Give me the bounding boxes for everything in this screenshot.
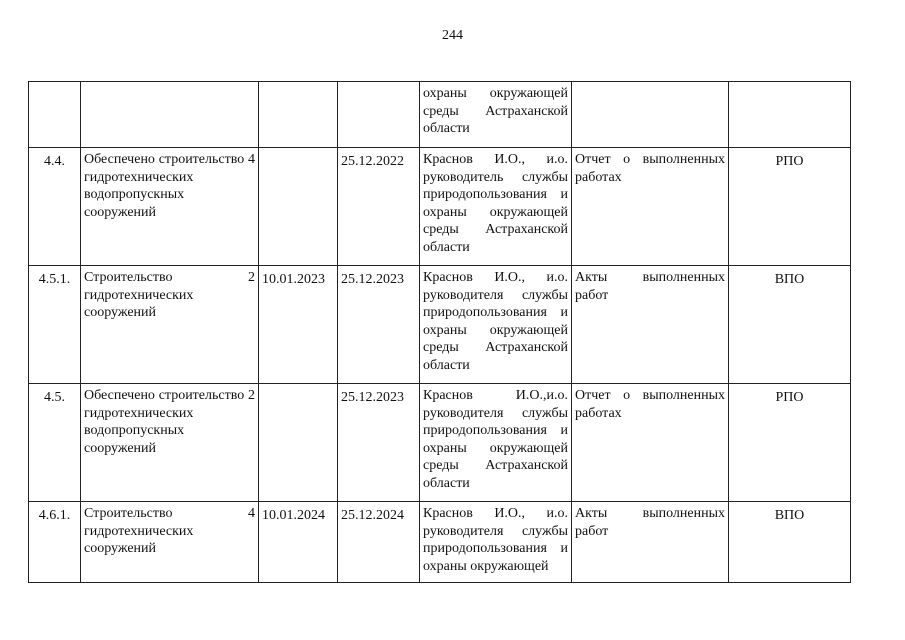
row-end-date: 25.12.2023 — [338, 384, 420, 502]
row-number: 4.5.1. — [29, 266, 81, 384]
row-result: Акты выполненных работ — [572, 502, 729, 583]
row-result — [572, 82, 729, 148]
row-description: Обеспечено строительство 2 гидротехнических водопропускных сооружений — [81, 384, 259, 502]
plan-table — [28, 81, 851, 583]
row-result: Акты выполненных работ — [572, 266, 729, 384]
row-end-date: 25.12.2022 — [338, 148, 420, 266]
row-end-date: 25.12.2024 — [338, 502, 420, 583]
row-start-date: 10.01.2024 — [259, 502, 338, 583]
row-number: 4.4. — [29, 148, 81, 266]
row-description: Строительство 4 гидротехнических сооружений — [81, 502, 259, 583]
row-responsible: Краснов И.О., и.о. руководителя службы природопользования и охраны окружающей среды Астраханской области — [420, 266, 572, 384]
row-type: РПО — [729, 384, 851, 502]
table-row — [29, 384, 851, 502]
row-end-date — [338, 82, 420, 148]
table-row — [29, 82, 851, 148]
page-number: 244 — [442, 28, 463, 43]
row-description — [81, 82, 259, 148]
table-row — [29, 502, 851, 583]
row-end-date: 25.12.2023 — [338, 266, 420, 384]
row-number — [29, 82, 81, 148]
row-description: Обеспечено строительство 4 гидротехнических водопропускных сооружений — [81, 148, 259, 266]
row-type — [729, 82, 851, 148]
row-start-date: 10.01.2023 — [259, 266, 338, 384]
row-description: Строительство 2 гидротехнических сооружений — [81, 266, 259, 384]
row-type: ВПО — [729, 266, 851, 384]
row-start-date — [259, 384, 338, 502]
row-number: 4.5. — [29, 384, 81, 502]
row-start-date — [259, 148, 338, 266]
row-start-date — [259, 82, 338, 148]
table-row — [29, 148, 851, 266]
row-type: ВПО — [729, 502, 851, 583]
row-result: Отчет о выполненных работах — [572, 148, 729, 266]
row-responsible: Краснов И.О., и.о. руководителя службы природопользования и охраны окружающей — [420, 502, 572, 583]
table-row — [29, 266, 851, 384]
row-type: РПО — [729, 148, 851, 266]
row-responsible: Краснов И.О., и.о. руководитель службы природопользования и охраны окружающей среды Астраханской области — [420, 148, 572, 266]
row-number: 4.6.1. — [29, 502, 81, 583]
row-responsible: охраны окружающей среды Астраханской области — [420, 82, 572, 148]
row-responsible: Краснов И.О.,и.о. руководителя службы природопользования и охраны окружающей среды Астраханской области — [420, 384, 572, 502]
row-result: Отчет о выполненных работах — [572, 384, 729, 502]
